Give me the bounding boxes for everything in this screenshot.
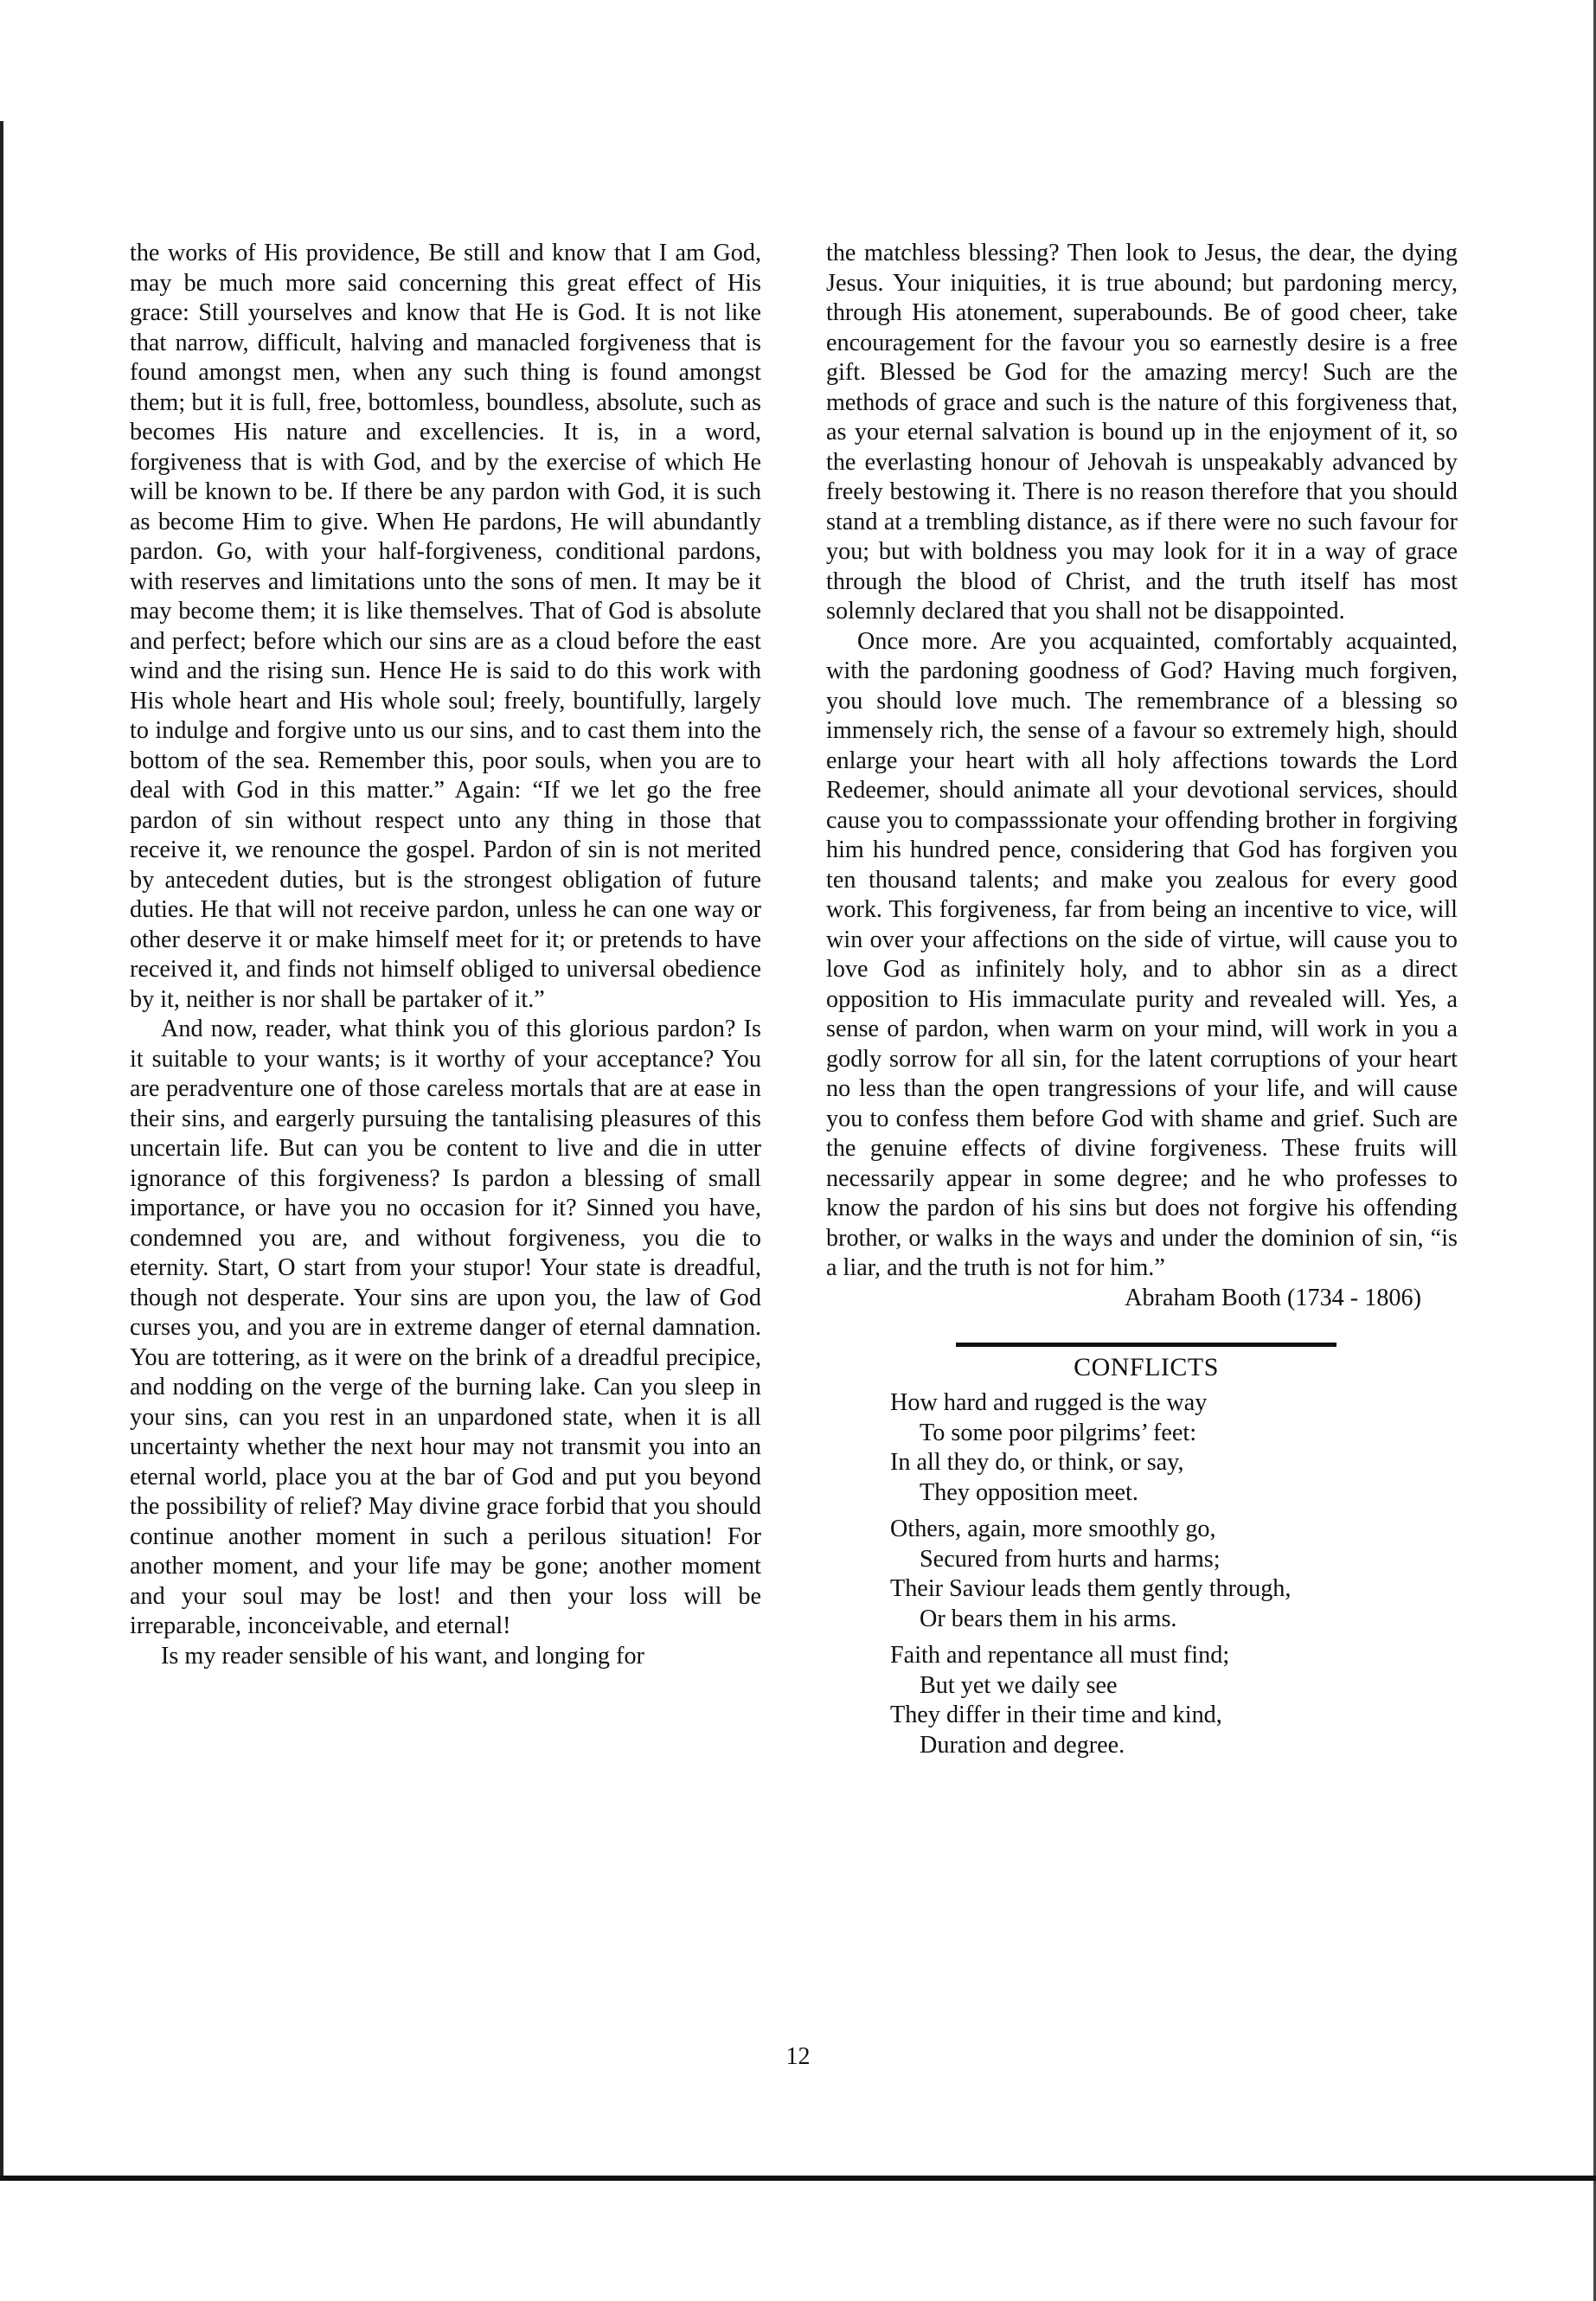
left-paragraph-1: the works of His providence, Be still and know that I am God, may be much more said concerning this great effect of His grace: Still yourselves and know that He is God. It is not like that narrow, difficult, halving and manacled forgiveness that is found amongst men, when any such thing is found amongst them; but it is full, free, bottomless, boundless, absolute, such as becomes His nature and excellencies. It is, in a word, forgiveness that is with God, and by the exercise of which He will be known to be. If there be any pardon with God, it is such as become Him to give. When He pardons, He will abundantly pardon. Go, with your half-forgiveness, conditional pardons, with reserves and limitations unto the sons of men. It may be it may become them; it is like themselves. That of God is absolute and perfect; before which our sins are as a cloud before the east wind and the rising sun. Hence He is said to do this work with His whole heart and His whole soul; freely, bountifully, largely to indulge and forgive unto us our sins, and to cast them into the bottom of the sea. Remember this, poor souls, when you are to deal with God in this matter.” Again: “If we let go the free pardon of sin without respect unto any thing in those that receive it, we renounce the gospel. Pardon of sin is not merited by antecedent duties, but is the strongest obligation of future duties. He that will not receive pardon, unless he can one way or other deserve it or make himself meet for it; or pretends to have received it, and finds not himself obliged to universal obedience by it, neither is nor shall be partaker of it.”	[130, 240, 761, 1013]
bottom-rule	[0, 2176, 1596, 2181]
attribution: Abraham Booth (1734 - 1806)	[1125, 1284, 1421, 1311]
poem-stanza-1	[890, 1388, 1458, 1508]
poem-line: They opposition meet.	[920, 1478, 1138, 1506]
poem-title: CONFLICTS	[1074, 1353, 1219, 1381]
poem-line: Secured from hurts and harms;	[920, 1545, 1221, 1573]
poem-line: But yet we daily see	[920, 1671, 1118, 1699]
right-paragraph-1: the matchless blessing? Then look to Jesus, the dear, the dying Jesus. Your iniquities, it is true abound; but pardoning mercy, through His atonement, superabounds. Be of good cheer, take encouragement for the favour you so earnestly desire is a free gift. Blessed be God for the amazing mercy! Such are the methods of grace and such is the nature of this forgiveness that, as your eternal salvation is bound up in the enjoyment of it, so the everlasting honour of Jehovah is unspeakably advanced by freely bestowing it. There is no reason therefore that you should stand at a trembling distance, as if there were no such favour for you; but with boldness you may look for it in a way of grace through the blood of Christ, and the truth itself has most solemnly declared that you shall not be disappointed.	[826, 240, 1458, 625]
section-divider	[956, 1343, 1336, 1347]
poem-line: Their Saviour leads them gently through,	[890, 1575, 1292, 1602]
poem-line: To some poor pilgrims’ feet:	[920, 1419, 1197, 1446]
left-paragraph-2: And now, reader, what think you of this glorious pardon? Is it suitable to your wants; is it worthy of your acceptance? You are peradventure one of those careless mortals that are at ease in their sins, and eargerly pursuing the tantalising pleasures of this uncertain life. But can you be content to live and die in utter ignorance of this forgiveness? Is pardon a blessing of small importance, or have you no occasion for it? Sinned you have, condemned you are, and without forgiveness, you die to eternity. Start, O start from your stupor! Your state is dreadful, though not desperate. Your sins are upon you, the law of God curses you, and you are in extreme danger of eternal damnation. You are tottering, as it were on the brink of a dreadful precipice, and nodding on the verge of the burning lake. Can you sleep in your sins, can you rest in an unpardoned state, when it is all uncertainty whether the next hour may not transmit you into an eternal world, place you at the bar of God and put you beyond the possibility of relief? May divine grace forbid that you should continue another moment in such a perilous situation! For another moment, and your life may be gone; another moment and your soul may be lost! and then your loss will be irreparable, inconceivable, and eternal!	[130, 1016, 761, 1639]
right-paragraph-2: Once more. Are you acquainted, comfortably acquainted, with the pardoning goodness of God? Having much forgiven, you should love much. The remembrance of a blessing so immensely rich, the sense of a favour so extremely high, should enlarge your heart with all holy affections towards the Lord Redeemer, should animate all your devotional services, should cause you to compasssionate your offending brother in forgiving him his hundred pence, considering that God has forgiven you ten thousand talents; and make you zealous for every good work. This forgiveness, far from being an incentive to vice, will win over your affections on the side of virtue, will cause you to love God as infinitely holy, and to abhor sin as a direct opposition to His immaculate purity and revealed will. Yes, a sense of pardon, when warm on your mind, will work in you a godly sorrow for all sin, for the latent corruptions of your heart no less than the open trangressions of your life, and will cause you to confess them before God with shame and grief. Such are the genuine effects of divine forgiveness. These fruits will necessarily appear in some degree; and he who professes to know the pardon of his sins but does not forgive his offending brother, or walks in the ways and under the dominion of sin, “is a liar, and the truth is not for him.”	[826, 627, 1458, 1281]
poem-stanza-3	[890, 1641, 1458, 1760]
poem-line: Duration and degree.	[920, 1731, 1125, 1759]
poem-stanza-2	[890, 1515, 1458, 1634]
poem-line: In all they do, or think, or say,	[890, 1449, 1184, 1476]
poem-line: Others, again, more smoothly go,	[890, 1516, 1216, 1542]
left-paragraph-3: Is my reader sensible of his want, and longing for	[161, 1642, 644, 1670]
right-column	[826, 239, 1458, 1767]
page-number: 12	[785, 2043, 811, 2070]
poem	[890, 1388, 1458, 1760]
left-column	[130, 239, 761, 1671]
poem-line: How hard and rugged is the way	[890, 1389, 1208, 1416]
poem-line: Or bears them in his arms.	[920, 1605, 1177, 1632]
scan-edge-left	[0, 121, 3, 2180]
poem-line: They differ in their time and kind,	[890, 1702, 1222, 1728]
poem-line: Faith and repentance all must find;	[890, 1642, 1230, 1669]
